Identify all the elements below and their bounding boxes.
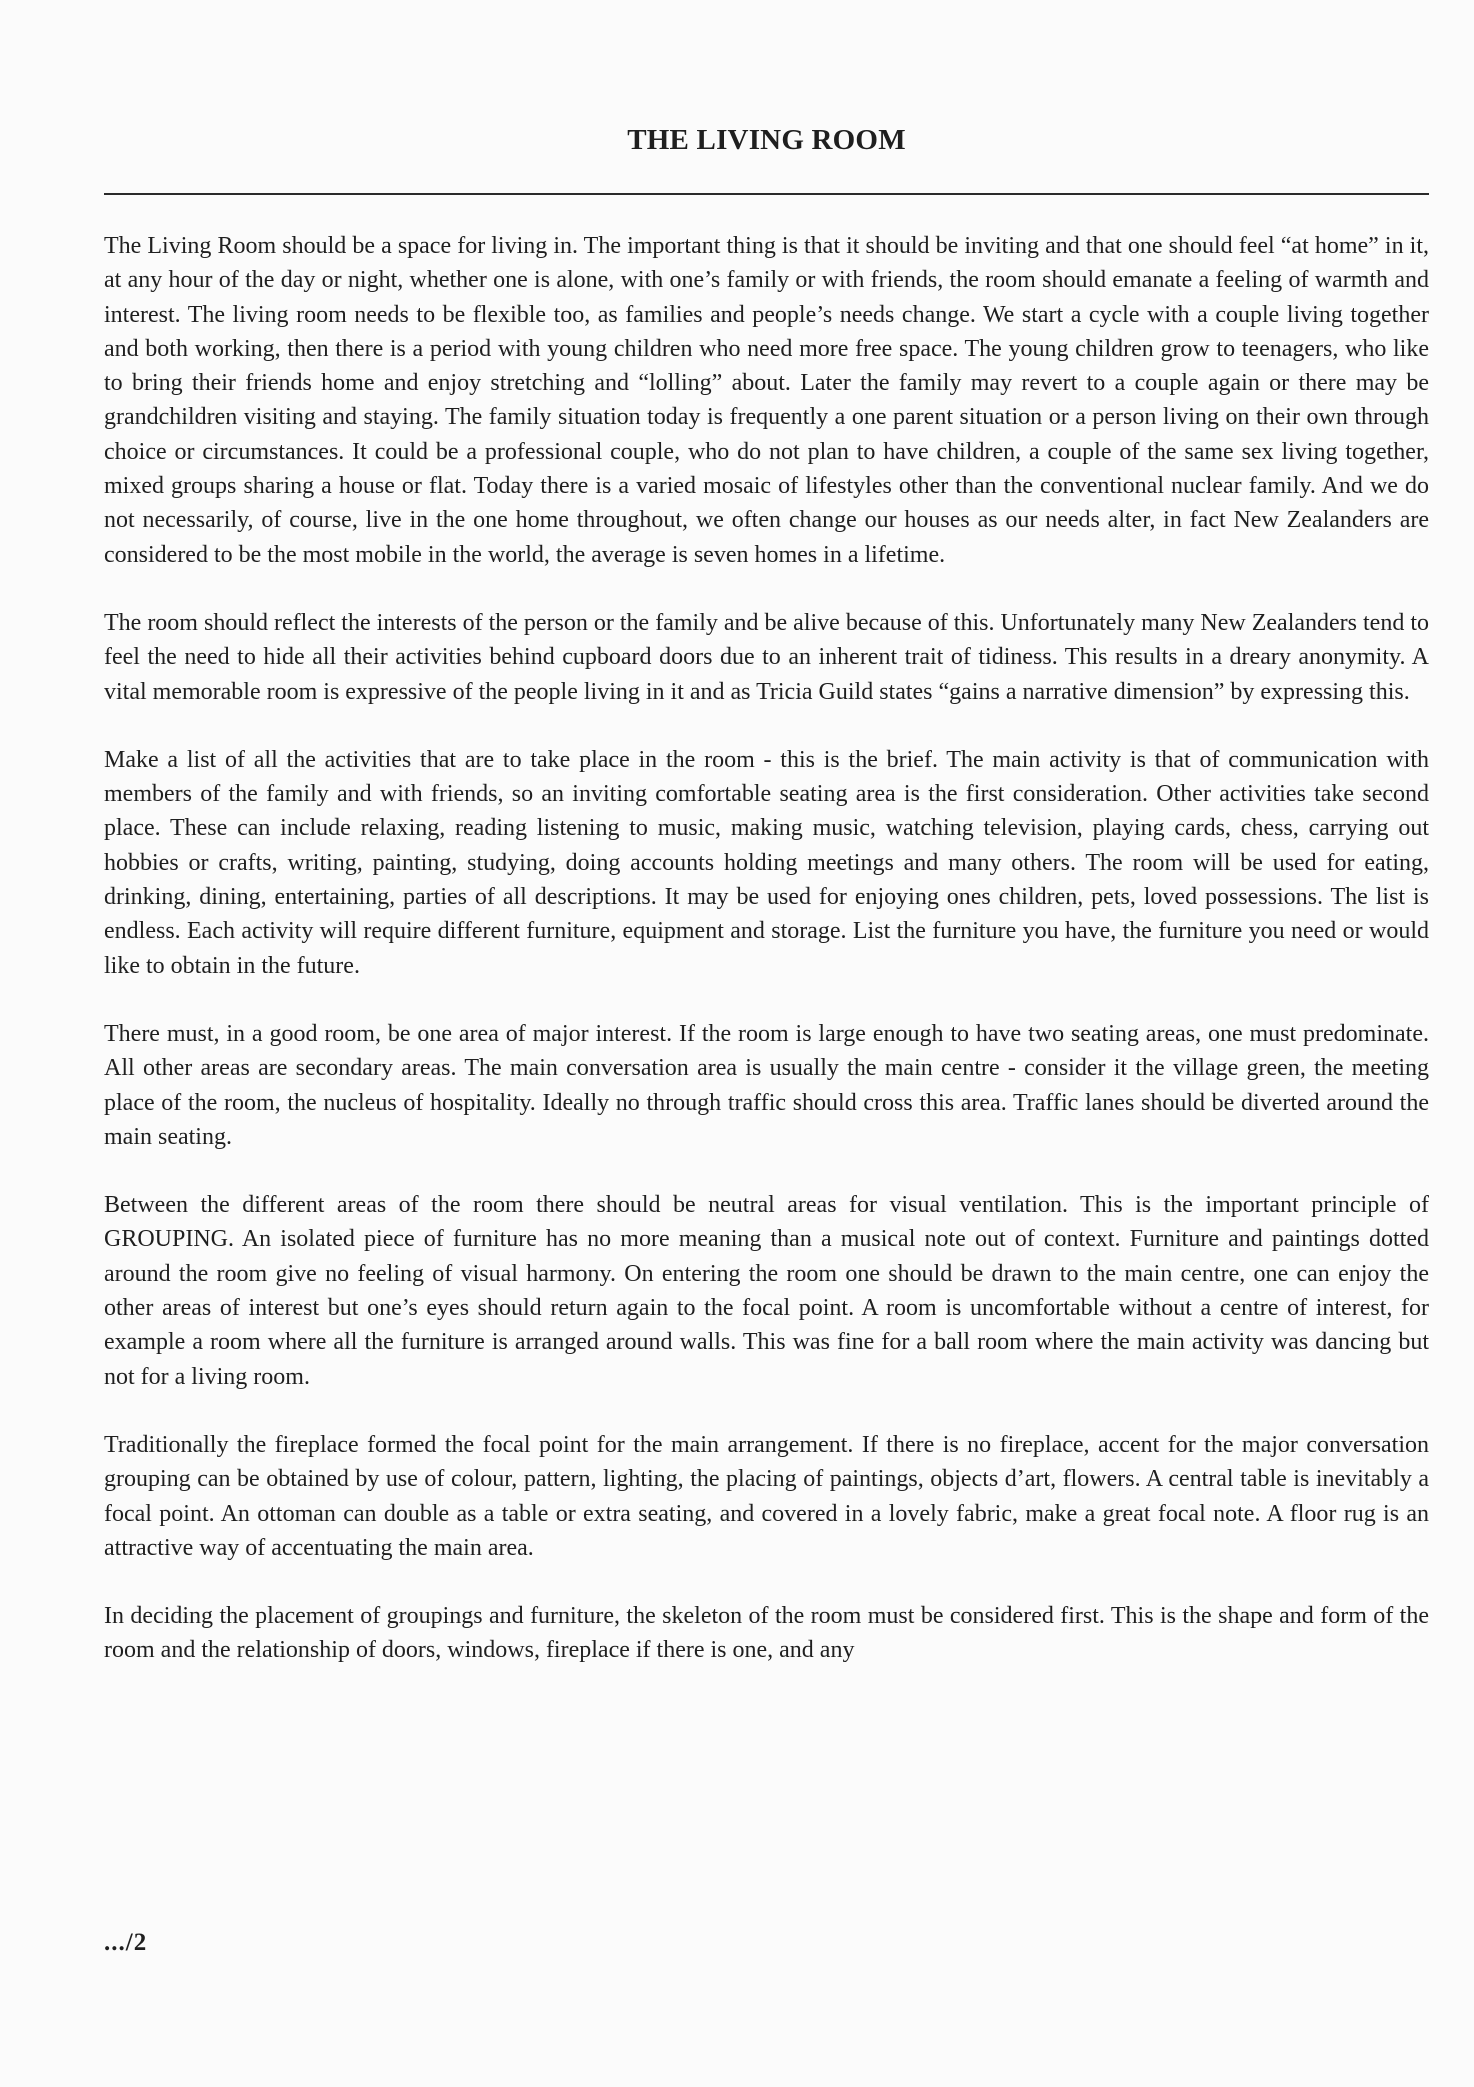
- paragraph-4: There must, in a good room, be one area of major interest. If the room is large enough to have two seating areas, one must predominate. All other areas are secondary areas. The main conversation area is usually the main centre - consider it the village green, the meeting place of the room, the nucleus of hospitality. Ideally no through traffic should cross this area. Traffic lanes should be diverted around the main seating.: [104, 1020, 1429, 1150]
- paragraph-3: Make a list of all the activities that are to take place in the room - this is the brief. The main activity is that of communication with members of the family and with friends, so an inviting comfortable seating area is the first consideration. Other activities take second place. These can include relaxing, reading listening to music, making music, watching television, playing cards, chess, carrying out hobbies or crafts, writing, painting, studying, doing accounts holding meetings and many others. The room will be used for eating, drinking, dining, entertaining, parties of all descriptions. It may be used for enjoying ones children, pets, loved possessions. The list is endless. Each activity will require different furniture, equipment and storage. List the furniture you have, the furniture you need or would like to obtain in the future.: [104, 746, 1429, 979]
- title-divider: [104, 193, 1429, 195]
- page-title: THE LIVING ROOM: [627, 124, 906, 156]
- paragraph-1: The Living Room should be a space for living in. The important thing is that it should be inviting and that one should feel “at home” in it, at any hour of the day or night, whether one is alone, with one’s family or with friends, the room should emanate a feeling of warmth and interest. The living room needs to be flexible too, as families and people’s needs change. We start a cycle with a couple living together and both working, then there is a period with young children who need more free space. The young children grow to teenagers, who like to bring their friends home and enjoy stretching and “lolling” about. Later the family may revert to a couple again or there may be grandchildren visiting and staying. The family situation today is frequently a one parent situation or a person living on their own through choice or circumstances. It could be a professional couple, who do not plan to have children, a couple of the same sex living together, mixed groups sharing a house or flat. Today there is a varied mosaic of lifestyles other than the conventional nuclear family. And we do not necessarily, of course, live in the one home throughout, we often change our houses as our needs alter, in fact New Zealanders are considered to be the most mobile in the world, the average is seven homes in a lifetime.: [104, 233, 1429, 568]
- document-page: [104, 0, 1429, 2087]
- paragraph-7: In deciding the placement of groupings and furniture, the skeleton of the room must be considered first. This is the shape and form of the room and the relationship of doors, windows, fireplace if there is one, and any: [104, 1603, 1429, 1664]
- body-text: [104, 229, 1429, 1702]
- paragraph-2: The room should reflect the interests of the person or the family and be alive because of this. Unfortunately many New Zealanders tend to feel the need to hide all their activities behind cupboard doors due to an inherent trait of tidiness. This results in a dreary anonymity. A vital memorable room is expressive of the people living in it and as Tricia Guild states “gains a narrative dimension” by expressing this.: [104, 609, 1429, 705]
- paragraph-6: Traditionally the fireplace formed the focal point for the main arrangement. If there is no fireplace, accent for the major conversation grouping can be obtained by use of colour, pattern, lighting, the placing of paintings, objects d’art, flowers. A central table is inevitably a focal point. An ottoman can double as a table or extra seating, and covered in a lovely fabric, make a great focal note. A floor rug is an attractive way of accentuating the main area.: [104, 1431, 1429, 1561]
- continuation-marker: .../2: [104, 1929, 148, 1956]
- paragraph-5: Between the different areas of the room there should be neutral areas for visual ventilation. This is the important principle of GROUPING. An isolated piece of furniture has no more meaning than a musical note out of context. Furniture and paintings dotted around the room give no feeling of visual harmony. On entering the room one should be drawn to the main centre, one can enjoy the other areas of interest but one’s eyes should return again to the focal point. A room is uncomfortable without a centre of interest, for example a room where all the furniture is arranged around walls. This was fine for a ball room where the main activity was dancing but not for a living room.: [104, 1192, 1429, 1390]
